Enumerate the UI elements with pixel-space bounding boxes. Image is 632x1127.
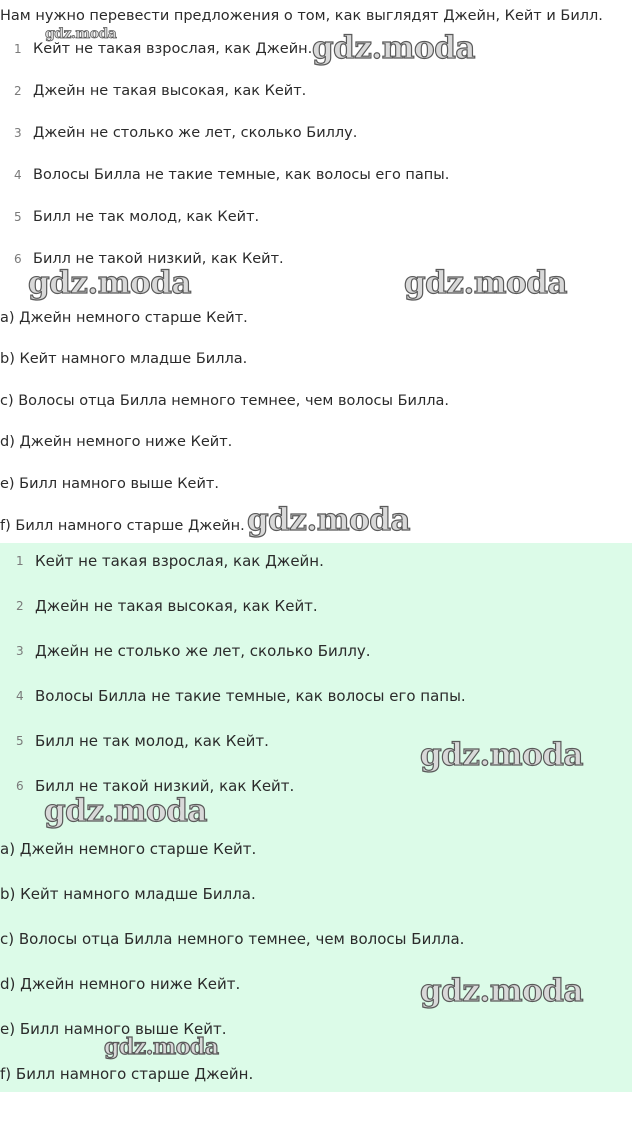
item-text: f) Билл намного старше Джейн. <box>0 518 245 534</box>
item-text: e) Билл намного выше Кейт. <box>0 476 219 492</box>
item-text: Волосы Билла не такие темные, как волосы его папы. <box>35 687 466 705</box>
item-number: 3 <box>14 126 22 140</box>
watermark-logo: gdz.moda <box>104 1034 219 1060</box>
item-number: 6 <box>16 779 24 793</box>
item-text: c) Волосы отца Билла немного темнее, чем волосы Билла. <box>0 393 449 409</box>
item-number: 1 <box>14 42 22 56</box>
item-text: Джейн не такая высокая, как Кейт. <box>33 83 307 99</box>
item-text: Кейт не такая взрослая, как Джейн. <box>35 552 324 570</box>
item-number: 2 <box>16 599 24 613</box>
item-text: d) Джейн немного ниже Кейт. <box>0 975 241 993</box>
item-text: Билл не так молод, как Кейт. <box>33 209 260 225</box>
item-text: Джейн не столько же лет, сколько Биллу. <box>35 642 371 660</box>
item-text: Билл не такой низкий, как Кейт. <box>35 777 295 795</box>
item-number: 2 <box>14 84 22 98</box>
watermark-logo: gdz.moda <box>247 502 410 538</box>
item-number: 6 <box>14 252 22 266</box>
item-text: a) Джейн немного старше Кейт. <box>0 840 257 858</box>
watermark-logo: gdz.moda <box>420 737 583 773</box>
item-text: Джейн не такая высокая, как Кейт. <box>35 597 318 615</box>
item-text: Волосы Билла не такие темные, как волосы его папы. <box>33 167 450 183</box>
item-text: b) Кейт намного младше Билла. <box>0 351 248 367</box>
item-text: f) Билл намного старше Джейн. <box>0 1065 254 1083</box>
item-text: Билл не такой низкий, как Кейт. <box>33 251 284 267</box>
item-text: a) Джейн немного старше Кейт. <box>0 310 248 326</box>
item-number: 5 <box>16 734 24 748</box>
watermark-logo: gdz.moda <box>45 26 117 42</box>
item-number: 3 <box>16 644 24 658</box>
item-number: 5 <box>14 210 22 224</box>
item-text: Джейн не столько же лет, сколько Биллу. <box>33 125 358 141</box>
item-text: d) Джейн немного ниже Кейт. <box>0 434 233 450</box>
item-text: Кейт не такая взрослая, как Джейн. <box>33 41 313 57</box>
item-text: e) Билл намного выше Кейт. <box>0 1020 227 1038</box>
intro-text: Нам нужно перевести предложения о том, как выглядят Джейн, Кейт и Билл. <box>0 8 603 24</box>
item-text: Билл не так молод, как Кейт. <box>35 732 269 750</box>
watermark-logo: gdz.moda <box>44 793 207 829</box>
item-number: 4 <box>16 689 24 703</box>
item-number: 1 <box>16 554 24 568</box>
item-text: b) Кейт намного младше Билла. <box>0 885 256 903</box>
watermark-logo: gdz.moda <box>28 265 191 301</box>
watermark-logo: gdz.moda <box>312 30 475 66</box>
watermark-logo: gdz.moda <box>404 265 567 301</box>
item-number: 4 <box>14 168 22 182</box>
watermark-logo: gdz.moda <box>420 973 583 1009</box>
item-text: c) Волосы отца Билла немного темнее, чем волосы Билла. <box>0 930 465 948</box>
